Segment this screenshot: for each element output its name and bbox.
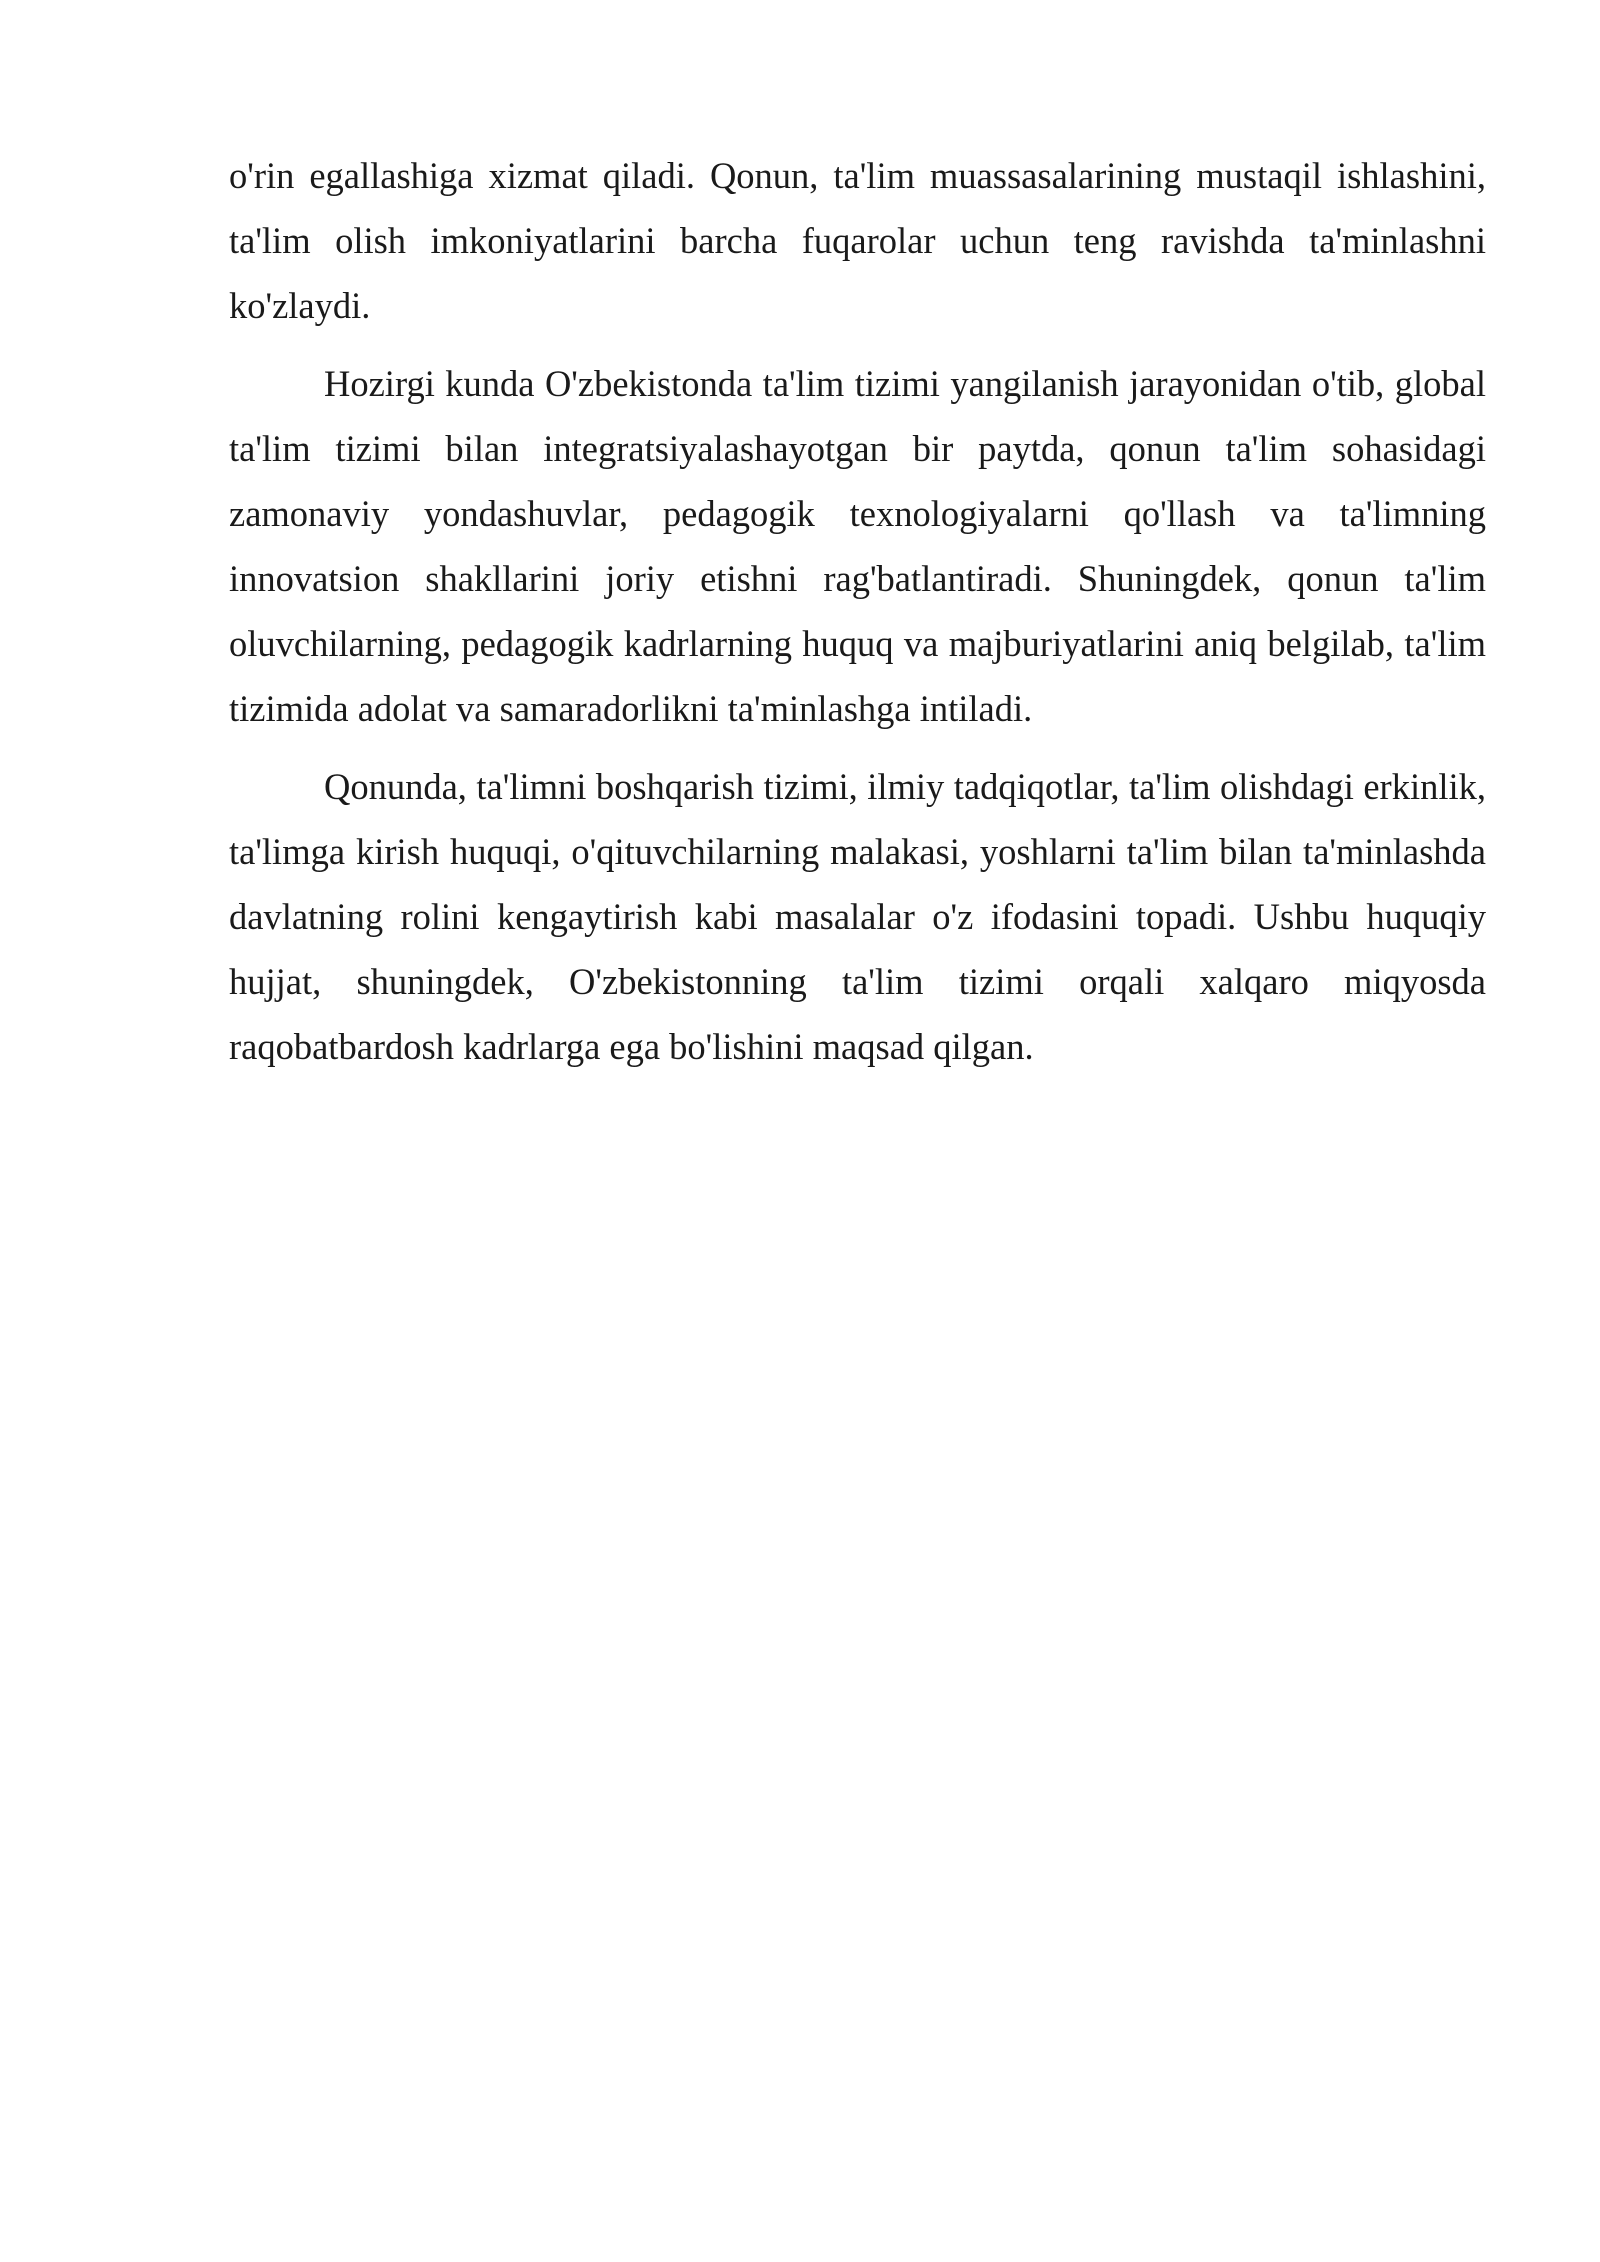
paragraph: Qonunda, ta'limni boshqarish tizimi, ilmiy tadqiqotlar, ta'lim olishdagi erkinlik, ta'limga kirish huquqi, o'qituvchilarning malakasi, yoshlarni ta'lim bilan ta'minlashda davlatning rolini kengaytirish kabi masalalar o'z ifodasini topadi. Ushbu huquqiy hujjat, shuningdek, O'zbekistonning ta'lim tizimi orqali xalqaro miqyosda raqobatbardosh kadrlarga ega bo'lishini maqsad qilgan. (229, 766, 1486, 1067)
paragraph-continuation: o'rin egallashiga xizmat qiladi. Qonun, ta'lim muassasalarining mustaqil ishlashini, ta'lim olish imkoniyatlarini barcha fuqarolar uchun teng ravishda ta'minlashni ko'zlaydi. (229, 155, 1486, 326)
paragraph: Hozirgi kunda O'zbekistonda ta'lim tizimi yangilanish jarayonidan o'tib, global ta'lim tizimi bilan integratsiyalashayotgan bir paytda, qonun ta'lim sohasidagi zamonaviy yondashuvlar, pedagogik texnologiyalarni qo'llash va ta'limning innovatsion shakllarini joriy etishni rag'batlantiradi. Shuningdek, qonun ta'lim oluvchilarning, pedagogik kadrlarning huquq va majburiyatlarini aniq belgilab, ta'lim tizimida adolat va samaradorlikni ta'minlashga intiladi. (229, 363, 1486, 729)
body-text (229, 143, 1486, 1092)
